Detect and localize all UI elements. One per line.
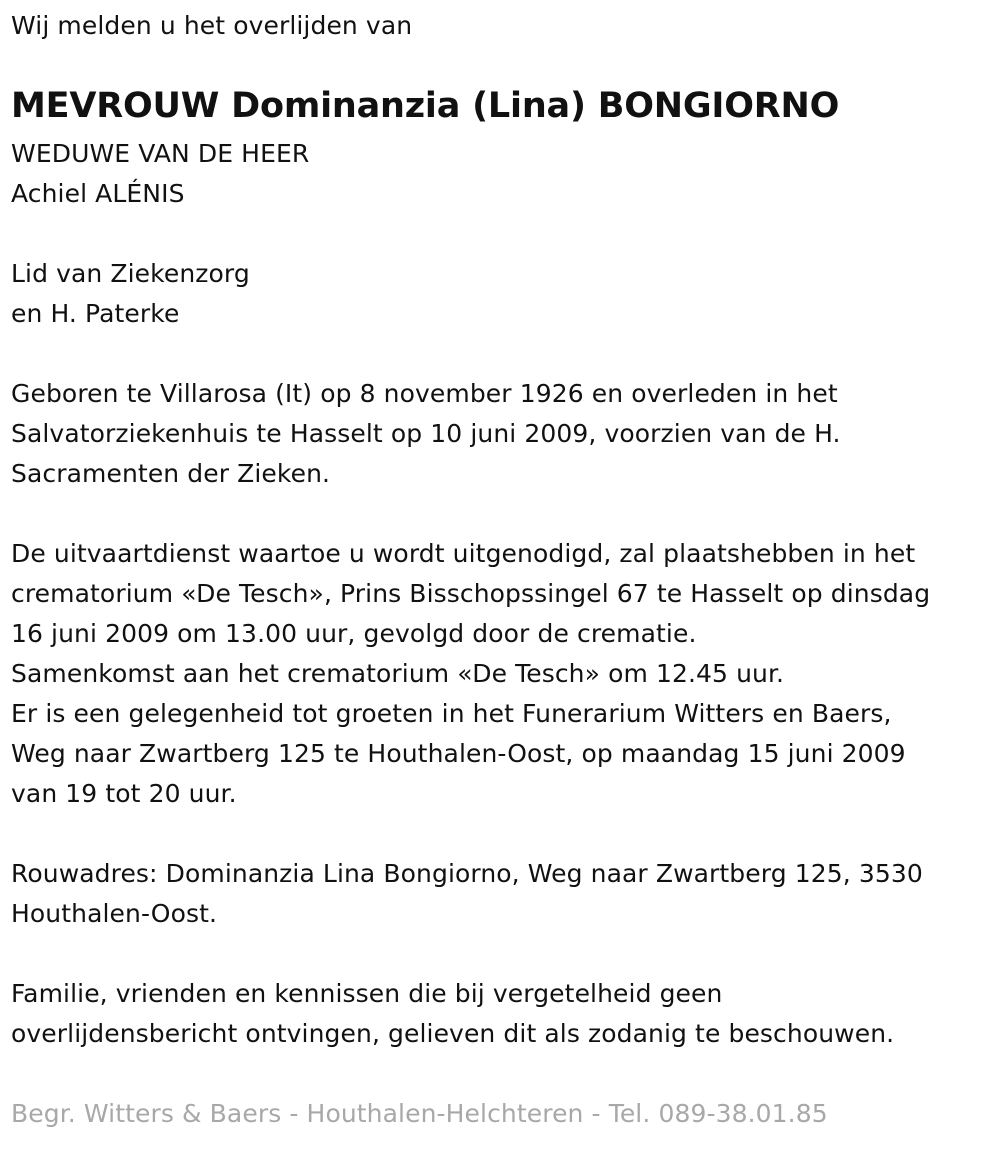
paragraph-line: Geboren te Villarosa (It) op 8 november 1926 en overleden in het	[11, 379, 838, 408]
deceased-name-title: MEVROUW Dominanzia (Lina) BONGIORNO	[11, 86, 840, 126]
mourning-address-paragraph	[11, 854, 923, 934]
paragraph-line: Salvatorziekenhuis te Hasselt op 10 juni 2009, voorzien van de H.	[11, 419, 841, 448]
paragraph-line: Er is een gelegenheid tot groeten in het Funerarium Witters en Baers,	[11, 699, 892, 728]
paragraph-line: Houthalen-Oost.	[11, 899, 218, 928]
membership-line: en H. Paterke	[11, 299, 180, 328]
paragraph-line: Rouwadres: Dominanzia Lina Bongiorno, Weg naar Zwartberg 125, 3530	[11, 859, 923, 888]
paragraph-line: overlijdensbericht ontvingen, gelieven dit als zodanig te beschouwen.	[11, 1019, 895, 1048]
membership-line: Lid van Ziekenzorg	[11, 259, 250, 288]
paragraph-line: crematorium «De Tesch», Prins Bisschopssingel 67 te Hasselt op dinsdag	[11, 579, 931, 608]
widow-line: WEDUWE VAN DE HEER	[11, 139, 310, 168]
widow-block	[11, 134, 309, 214]
paragraph-line: De uitvaartdienst waartoe u wordt uitgenodigd, zal plaatshebben in het	[11, 539, 916, 568]
funeral-service-paragraph	[11, 534, 930, 814]
membership-block	[11, 254, 250, 334]
paragraph-line: van 19 tot 20 uur.	[11, 779, 237, 808]
paragraph-line: Sacramenten der Zieken.	[11, 459, 331, 488]
spouse-name: Achiel ALÉNIS	[11, 179, 185, 208]
paragraph-line: Weg naar Zwartberg 125 te Houthalen-Oost, op maandag 15 juni 2009	[11, 739, 906, 768]
paragraph-line: Familie, vrienden en kennissen die bij vergetelheid geen	[11, 979, 723, 1008]
birth-death-paragraph	[11, 374, 841, 494]
paragraph-line: 16 juni 2009 om 13.00 uur, gevolgd door de crematie.	[11, 619, 697, 648]
family-note-paragraph	[11, 974, 894, 1054]
funeral-home-footer: Begr. Witters & Baers - Houthalen-Helchteren - Tel. 089-38.01.85	[11, 1099, 828, 1128]
intro-text: Wij melden u het overlijden van	[11, 11, 413, 40]
paragraph-line: Samenkomst aan het crematorium «De Tesch» om 12.45 uur.	[11, 659, 785, 688]
